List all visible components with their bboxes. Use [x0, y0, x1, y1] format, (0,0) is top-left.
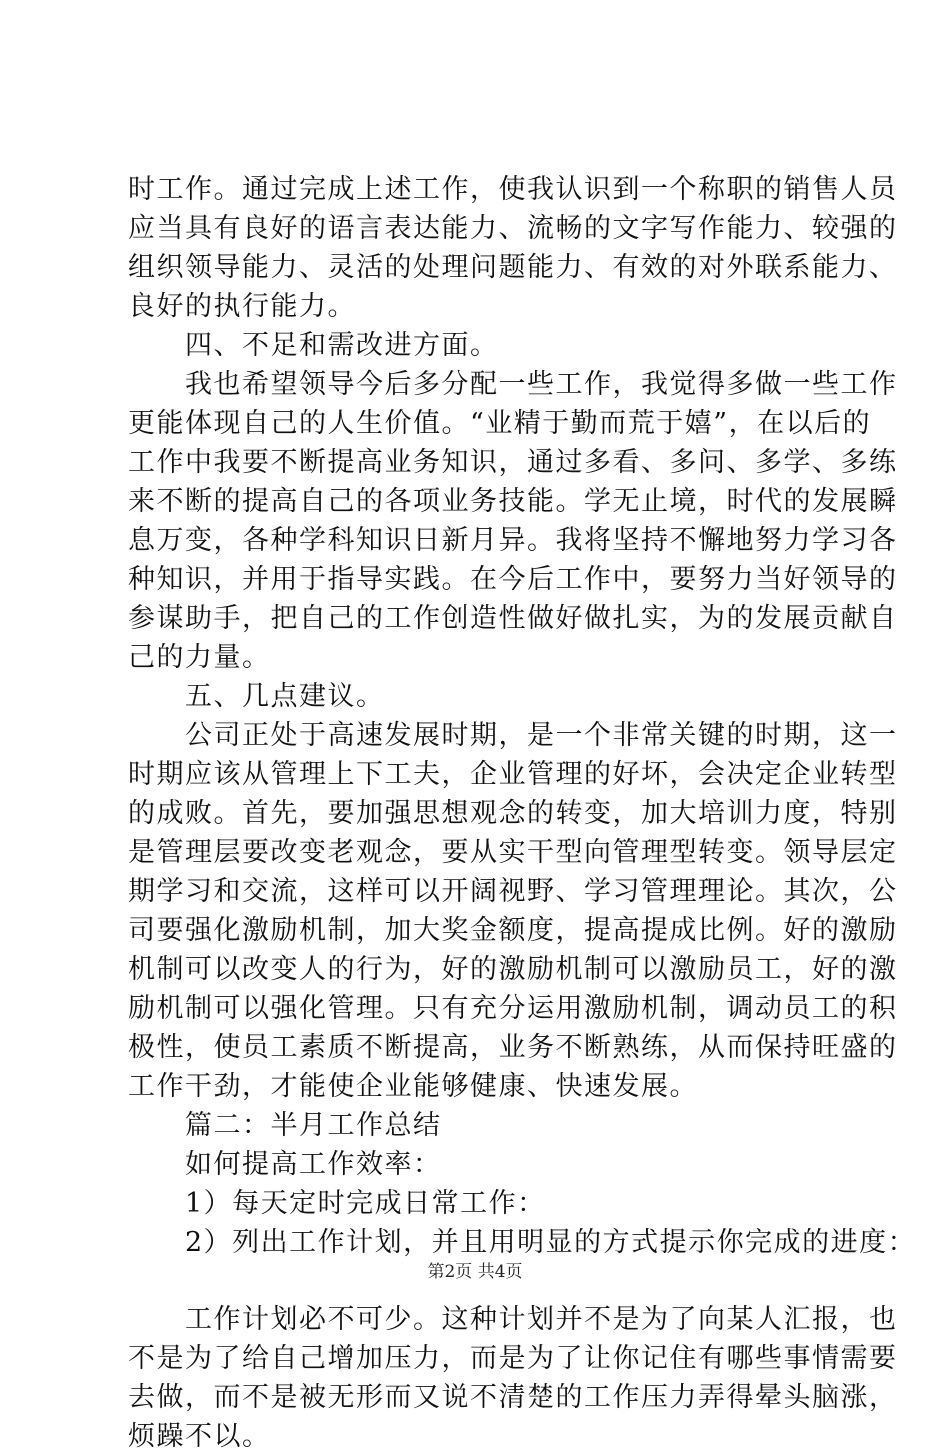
text-line: 我也希望领导今后多分配一些工作，我觉得多做一些工作 [128, 369, 898, 400]
text-line: 时期应该从管理上下工夫，企业管理的好坏，会决定企业转型 [128, 759, 898, 790]
text-line: 是管理层要改变老观念，要从实干型向管理型转变。领导层定 [128, 837, 898, 868]
text-line: 去做，而不是被无形而又说不清楚的工作压力弄得晕头脑涨， [128, 1382, 898, 1413]
text-line: 工作干劲，才能使企业能够健康、快速发展。 [128, 1071, 698, 1102]
text-line: 工作计划必不可少。这种计划并不是为了向某人汇报，也 [128, 1304, 898, 1335]
text-line: 公司正处于高速发展时期，是一个非常关键的时期，这一 [128, 720, 898, 751]
list-item: 1）每天定时完成日常工作： [128, 1188, 546, 1219]
text-line: 期学习和交流，这样可以开阔视野、学习管理理论。其次，公 [128, 876, 898, 907]
text-line: 己的力量。 [128, 642, 271, 673]
text-line: 息万变，各种学科知识日新月异。我将坚持不懈地努力学习各 [128, 525, 898, 556]
text-line: 应当具有良好的语言表达能力、流畅的文字写作能力、较强的 [128, 213, 898, 244]
text-line: 机制可以改变人的行为，好的激励机制可以激励员工，好的激 [128, 954, 898, 985]
text-line: 如何提高工作效率： [128, 1149, 442, 1180]
section-heading: 篇二：半月工作总结 [128, 1110, 442, 1141]
text-line: 组织领导能力、灵活的处理问题能力、有效的对外联系能力、 [128, 252, 898, 283]
text-line: 种知识，并用于指导实践。在今后工作中，要努力当好领导的 [128, 564, 898, 595]
text-line: 参谋助手，把自己的工作创造性做好做扎实，为的发展贡献自 [128, 603, 898, 634]
text-line: 极性，使员工素质不断提高，业务不断熟练，从而保持旺盛的 [128, 1032, 898, 1063]
text-line: 工作中我要不断提高业务知识，通过多看、多问、多学、多练 [128, 447, 898, 478]
text-line: 烦躁不以。 [128, 1421, 271, 1452]
text-line: 的成败。首先，要加强思想观念的转变，加大培训力度，特别 [128, 798, 898, 829]
section-heading: 五、几点建议。 [128, 681, 385, 712]
text-line: 更能体现自己的人生价值。“业精于勤而荒于嬉”，在以后的 [128, 408, 872, 439]
page-number-footer: 第2页 共4页 [427, 1262, 523, 1282]
section-heading: 四、不足和需改进方面。 [128, 330, 499, 361]
text-line: 良好的执行能力。 [128, 291, 356, 322]
text-line: 时工作。通过完成上述工作，使我认识到一个称职的销售人员 [128, 174, 898, 205]
text-line: 来不断的提高自己的各项业务技能。学无止境，时代的发展瞬 [128, 486, 898, 517]
text-line: 励机制可以强化管理。只有充分运用激励机制，调动员工的积 [128, 993, 898, 1024]
text-line: 司要强化激励机制，加大奖金额度，提高提成比例。好的激励 [128, 915, 898, 946]
list-item: 2）列出工作计划，并且用明显的方式提示你完成的进度： [128, 1227, 917, 1258]
text-line: 不是为了给自己增加压力，而是为了让你记住有哪些事情需要 [128, 1343, 898, 1374]
